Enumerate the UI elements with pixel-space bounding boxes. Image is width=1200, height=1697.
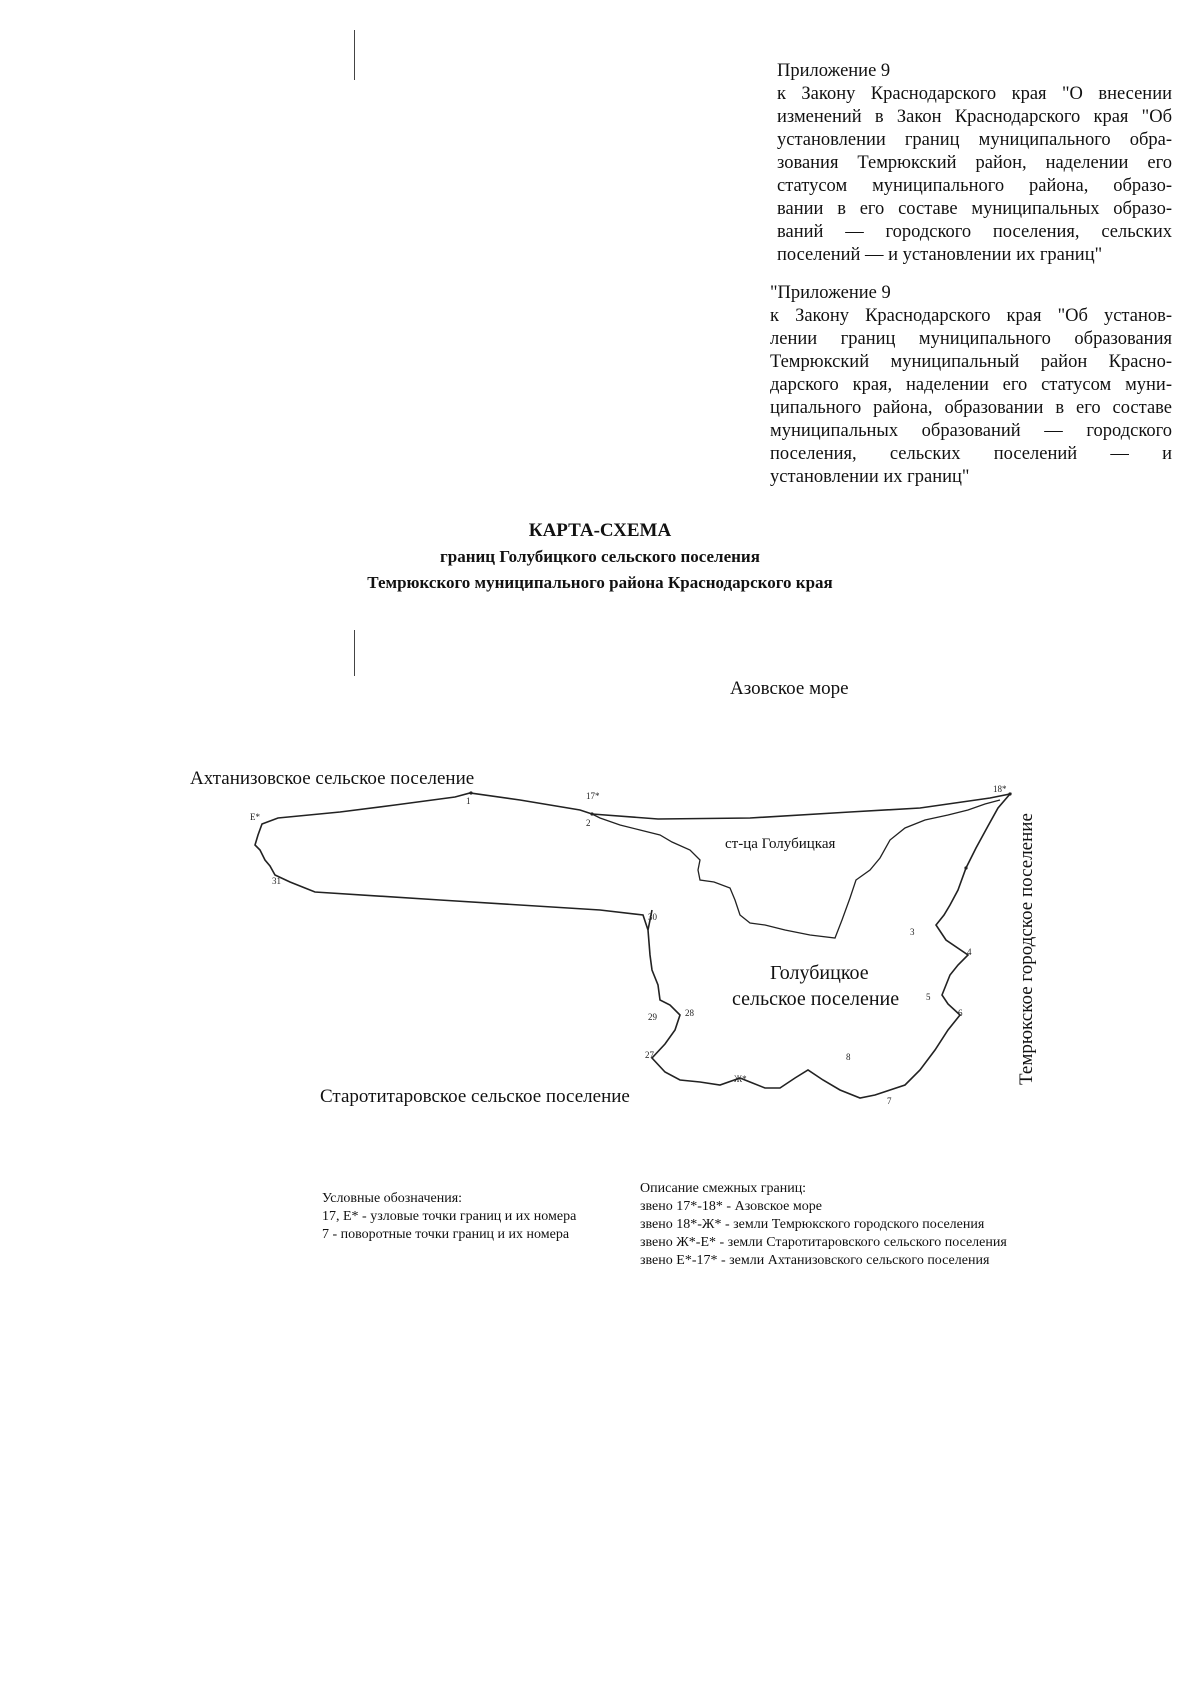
stanitsa-label: ст-ца Голубицкая	[725, 836, 836, 852]
legend-item: 17, Е* - узловые точки границ и их номера	[322, 1209, 577, 1224]
map-subtitle-2: Темрюкского муниципального района Краснодарского края	[367, 573, 833, 592]
point-1-label: 1	[466, 796, 471, 806]
point-8-label: 8	[846, 1052, 851, 1062]
point-3-label: 3	[910, 927, 915, 937]
point-6-label: 6	[958, 1008, 963, 1018]
appendix-current-line: к Закону Краснодарского края "О внесении	[777, 84, 1172, 104]
settlement-boundary	[255, 793, 1010, 1098]
appendix-current-line: статусом муниципального района, образо-	[777, 176, 1172, 196]
adjacent-borders-title: Описание смежных границ:	[640, 1181, 807, 1196]
appendix-original-line: ципального района, образовании в его составе	[770, 398, 1172, 418]
map-title: КАРТА-СХЕМА	[528, 520, 672, 541]
legend-title: Условные обозначения:	[322, 1191, 463, 1206]
neighbor-south-label: Старотитаровское сельское поселение	[320, 1086, 630, 1107]
point-4-label: 4	[967, 947, 972, 957]
point-2-label: 2	[586, 818, 591, 828]
map-subtitle-1: границ Голубицкого сельского поселения	[440, 547, 760, 566]
legend-item: 7 - поворотные точки границ и их номера	[322, 1227, 570, 1242]
settlement-name-line-1: Голубицкое	[770, 962, 869, 984]
adjacent-borders	[640, 1180, 1007, 1270]
appendix-original-line: установлении их границ"	[770, 467, 970, 487]
appendix-current-line: Приложение 9	[777, 61, 891, 81]
appendix-current-line: зования Темрюкский район, наделении его	[777, 153, 1172, 173]
appendix-original-line: Темрюкский муниципальный район Красно-	[770, 352, 1172, 372]
point-18-label: 18*	[993, 784, 1007, 794]
appendix-original-line: "Приложение 9	[770, 283, 891, 303]
map-legend	[322, 1190, 576, 1244]
sea-label: Азовское море	[730, 678, 849, 699]
point-3-mark	[964, 866, 967, 869]
neighbor-north-west-label: Ахтанизовское сельское поселение	[190, 768, 475, 789]
appendix-original-line: дарского края, наделении его статусом муни-	[770, 375, 1172, 395]
appendix-current-line: изменений в Закон Краснодарского края "Об	[777, 107, 1172, 127]
point-28-label: 28	[685, 1008, 694, 1018]
point-2-mark	[590, 812, 593, 815]
point-1-mark	[469, 791, 472, 794]
appendix-original-line: лении границ муниципального образования	[770, 329, 1172, 349]
appendix-current-line: вании в его составе муниципальных образо-	[777, 199, 1172, 219]
point-17-label: 17*	[586, 791, 600, 801]
point-5-label: 5	[926, 992, 931, 1002]
point-7-label: 7	[887, 1096, 892, 1106]
appendix-current-line: установлении границ муниципального обра-	[777, 130, 1172, 150]
appendix-original-line: муниципальных образований — городского	[770, 421, 1172, 441]
adjacent-border-item: звено 17*-18* - Азовское море	[640, 1199, 822, 1214]
point-30-label: 30	[648, 912, 657, 922]
point-e-label: Е*	[250, 812, 260, 822]
neighbor-east-label: Темрюкское городское поселение	[1016, 813, 1037, 1085]
point-27-label: 27	[645, 1050, 654, 1060]
appendix-current-line: поселений — и установлении их границ"	[777, 245, 1103, 265]
settlement-name-line-2: сельское поселение	[732, 988, 900, 1010]
adjacent-border-item: звено Е*-17* - земли Ахтанизовского сельского поселения	[640, 1253, 990, 1268]
boundary-points	[469, 791, 1011, 869]
point-29-label: 29	[648, 1012, 657, 1022]
adjacent-border-item: звено Ж*-Е* - земли Старотитаровского сельского поселения	[640, 1235, 1007, 1250]
point-18-mark	[1008, 792, 1011, 795]
point-31-label: 31	[272, 876, 281, 886]
appendix-current-line: ваний — городского поселения, сельских	[777, 222, 1172, 242]
point-zh-label: Ж*	[734, 1074, 747, 1084]
appendix-original-line: поселения, сельских поселений — и	[770, 444, 1172, 464]
adjacent-border-item: звено 18*-Ж* - земли Темрюкского городского поселения	[640, 1217, 985, 1232]
appendix-original-line: к Закону Краснодарского края "Об установ-	[770, 306, 1172, 326]
